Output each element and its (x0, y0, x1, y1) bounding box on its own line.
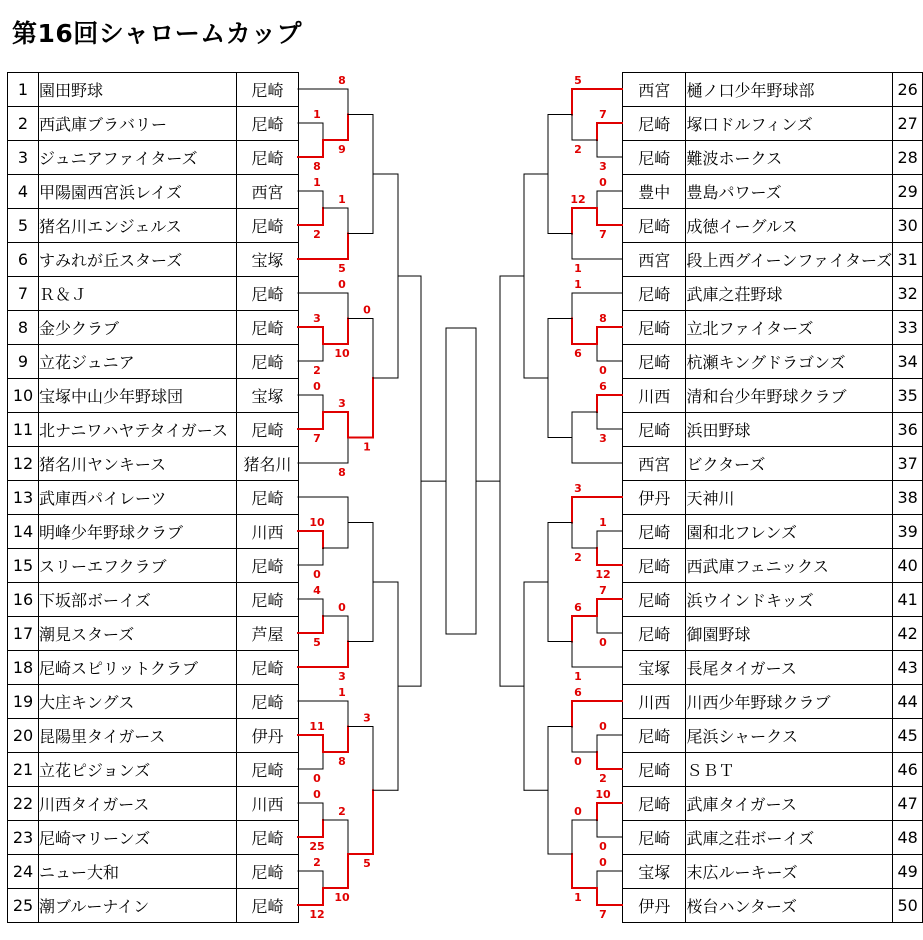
team-num: 9 (8, 345, 39, 379)
score-label: 0 (599, 720, 607, 733)
score-label: 0 (574, 805, 582, 818)
score-label: 3 (599, 160, 607, 173)
team-name: 浜田野球 (686, 413, 893, 447)
team-num: 27 (893, 107, 923, 141)
team-name: 北ナニワハヤテタイガース (39, 413, 237, 447)
team-city: 伊丹 (623, 481, 686, 515)
team-num: 24 (8, 855, 39, 889)
team-city: 尼崎 (237, 855, 299, 889)
team-name: 大庄キングス (39, 685, 237, 719)
score-label: 3 (363, 711, 371, 725)
team-city: 伊丹 (237, 719, 299, 753)
team-city: 豊中 (623, 175, 686, 209)
team-num: 16 (8, 583, 39, 617)
final-box (446, 328, 476, 634)
score-label: 10 (309, 516, 325, 529)
team-name: 武庫之荘野球 (686, 277, 893, 311)
team-city: 川西 (623, 685, 686, 719)
score-label: 8 (599, 312, 607, 325)
team-city: 尼崎 (237, 821, 299, 855)
score-label: 8 (338, 466, 346, 479)
team-city: 尼崎 (237, 889, 299, 923)
team-name: Ｒ＆Ｊ (39, 277, 237, 311)
team-name: 難波ホークス (686, 141, 893, 175)
team-city: 尼崎 (237, 73, 299, 107)
score-label: 2 (338, 805, 346, 818)
team-name: 潮見スターズ (39, 617, 237, 651)
team-city: 川西 (237, 515, 299, 549)
team-name: 武庫之荘ボーイズ (686, 821, 893, 855)
team-name: 下坂部ボーイズ (39, 583, 237, 617)
score-label: 1 (338, 686, 346, 699)
team-name: 段上西グイーンファイターズ (686, 243, 893, 277)
team-name: 杭瀬キングドラゴンズ (686, 345, 893, 379)
score-label: 1 (574, 670, 582, 683)
team-city: 尼崎 (237, 277, 299, 311)
score-label: 6 (574, 601, 582, 614)
team-city: 尼崎 (237, 345, 299, 379)
score-label: 0 (599, 364, 607, 377)
team-city: 尼崎 (237, 311, 299, 345)
team-num: 6 (8, 243, 39, 277)
score-label: 10 (595, 788, 611, 801)
team-name: すみれが丘スターズ (39, 243, 237, 277)
score-label: 7 (599, 584, 607, 597)
team-num: 34 (893, 345, 923, 379)
team-num: 21 (8, 753, 39, 787)
score-label: 1 (574, 891, 582, 904)
team-num: 50 (893, 889, 923, 923)
score-label: 2 (313, 364, 321, 377)
team-num: 13 (8, 481, 39, 515)
score-label: 0 (599, 636, 607, 649)
score-label: 5 (313, 636, 321, 649)
team-city: 川西 (237, 787, 299, 821)
team-name: 武庫タイガース (686, 787, 893, 821)
team-name: ＳＢＴ (686, 753, 893, 787)
team-name: ニュー大和 (39, 855, 237, 889)
score-label: 8 (338, 755, 346, 768)
team-num: 44 (893, 685, 923, 719)
score-label: 1 (599, 516, 607, 529)
team-num: 49 (893, 855, 923, 889)
score-label: 0 (313, 568, 321, 581)
team-city: 宝塚 (623, 651, 686, 685)
page-title: 第16回シャロームカップ (12, 19, 303, 48)
team-num: 42 (893, 617, 923, 651)
team-city: 尼崎 (623, 515, 686, 549)
team-city: 尼崎 (623, 617, 686, 651)
score-label: 0 (574, 755, 582, 768)
team-city: 西宮 (623, 447, 686, 481)
team-num: 41 (893, 583, 923, 617)
team-city: 宝塚 (623, 855, 686, 889)
team-name: 桜台ハンターズ (686, 889, 893, 923)
team-city: 尼崎 (623, 583, 686, 617)
team-num: 1 (8, 73, 39, 107)
team-name: 立花ジュニア (39, 345, 237, 379)
score-label: 2 (574, 143, 582, 156)
team-city: 尼崎 (237, 753, 299, 787)
team-city: 川西 (623, 379, 686, 413)
score-label: 5 (363, 857, 371, 870)
score-label: 1 (574, 278, 582, 291)
score-label: 7 (599, 908, 607, 921)
team-city: 尼崎 (237, 583, 299, 617)
team-name: 猪名川ヤンキース (39, 447, 237, 481)
score-label: 11 (309, 720, 325, 733)
team-city: 宝塚 (237, 243, 299, 277)
score-label: 3 (338, 397, 346, 410)
score-label: 1 (574, 262, 582, 275)
score-label: 12 (309, 908, 325, 921)
team-num: 46 (893, 753, 923, 787)
score-label: 0 (599, 840, 607, 853)
team-name: 清和台少年野球クラブ (686, 379, 893, 413)
score-label: 0 (599, 176, 607, 189)
team-name: 天神川 (686, 481, 893, 515)
team-city: 尼崎 (623, 821, 686, 855)
team-num: 35 (893, 379, 923, 413)
team-city: 猪名川 (237, 447, 299, 481)
team-city: 尼崎 (623, 719, 686, 753)
score-label: 4 (313, 584, 321, 597)
score-label: 6 (599, 380, 607, 393)
score-label: 5 (574, 74, 582, 87)
team-num: 10 (8, 379, 39, 413)
team-name: 甲陽園西宮浜レイズ (39, 175, 237, 209)
score-label: 3 (599, 432, 607, 445)
team-city: 宝塚 (237, 379, 299, 413)
team-num: 31 (893, 243, 923, 277)
score-label: 2 (313, 856, 321, 869)
team-city: 尼崎 (623, 209, 686, 243)
team-num: 36 (893, 413, 923, 447)
score-label: 0 (313, 380, 321, 393)
team-num: 11 (8, 413, 39, 447)
team-name: 樋ノ口少年野球部 (686, 73, 893, 107)
team-name: 塚口ドルフィンズ (686, 107, 893, 141)
team-name: ジュニアファイターズ (39, 141, 237, 175)
team-num: 30 (893, 209, 923, 243)
team-num: 8 (8, 311, 39, 345)
team-city: 尼崎 (237, 141, 299, 175)
team-num: 17 (8, 617, 39, 651)
team-num: 47 (893, 787, 923, 821)
team-name: 御園野球 (686, 617, 893, 651)
team-name: 末広ルーキーズ (686, 855, 893, 889)
team-city: 尼崎 (623, 107, 686, 141)
score-label: 0 (313, 788, 321, 801)
score-label: 10 (334, 347, 350, 360)
score-label: 7 (313, 432, 321, 445)
team-num: 23 (8, 821, 39, 855)
team-name: 金少クラブ (39, 311, 237, 345)
team-city: 尼崎 (237, 209, 299, 243)
score-label: 6 (574, 347, 582, 360)
team-num: 18 (8, 651, 39, 685)
team-num: 14 (8, 515, 39, 549)
team-num: 15 (8, 549, 39, 583)
team-name: 明峰少年野球クラブ (39, 515, 237, 549)
team-city: 尼崎 (237, 549, 299, 583)
team-num: 19 (8, 685, 39, 719)
score-label: 3 (574, 482, 582, 495)
team-num: 37 (893, 447, 923, 481)
team-city: 尼崎 (237, 651, 299, 685)
team-city: 尼崎 (623, 277, 686, 311)
score-label: 8 (313, 160, 321, 173)
team-name: 西武庫ブラバリー (39, 107, 237, 141)
team-city: 芦屋 (237, 617, 299, 651)
team-name: 立北ファイターズ (686, 311, 893, 345)
team-name: 立花ピジョンズ (39, 753, 237, 787)
score-label: 1 (313, 176, 321, 189)
team-name: 長尾タイガース (686, 651, 893, 685)
team-city: 尼崎 (237, 685, 299, 719)
team-num: 28 (893, 141, 923, 175)
team-city: 西宮 (623, 73, 686, 107)
team-num: 25 (8, 889, 39, 923)
team-city: 尼崎 (623, 345, 686, 379)
team-name: 川西少年野球クラブ (686, 685, 893, 719)
team-city: 伊丹 (623, 889, 686, 923)
score-label: 0 (599, 856, 607, 869)
score-label: 7 (599, 108, 607, 121)
team-num: 39 (893, 515, 923, 549)
score-label: 7 (599, 228, 607, 241)
team-name: 猪名川エンジェルス (39, 209, 237, 243)
team-num: 40 (893, 549, 923, 583)
score-label: 0 (338, 278, 346, 291)
score-label: 0 (363, 303, 371, 317)
team-name: 成徳イーグルス (686, 209, 893, 243)
team-name: 園和北フレンズ (686, 515, 893, 549)
score-label: 3 (313, 312, 321, 325)
team-name: 西武庫フェニックス (686, 549, 893, 583)
score-label: 0 (313, 772, 321, 785)
team-city: 尼崎 (237, 481, 299, 515)
team-name: 昆陽里タイガース (39, 719, 237, 753)
score-label: 12 (595, 568, 611, 581)
team-city: 西宮 (237, 175, 299, 209)
team-name: ビクターズ (686, 447, 893, 481)
team-num: 48 (893, 821, 923, 855)
team-city: 尼崎 (623, 311, 686, 345)
score-label: 1 (313, 108, 321, 121)
score-label: 2 (574, 551, 582, 564)
score-label: 2 (313, 228, 321, 241)
score-label: 9 (338, 143, 346, 156)
score-label: 10 (334, 891, 350, 904)
team-num: 4 (8, 175, 39, 209)
team-name: 宝塚中山少年野球団 (39, 379, 237, 413)
team-city: 尼崎 (623, 141, 686, 175)
team-city: 尼崎 (623, 413, 686, 447)
team-city: 尼崎 (237, 107, 299, 141)
team-name: 豊島パワーズ (686, 175, 893, 209)
team-name: 川西タイガース (39, 787, 237, 821)
team-num: 26 (893, 73, 923, 107)
team-num: 45 (893, 719, 923, 753)
score-label: 1 (363, 440, 371, 454)
team-city: 尼崎 (623, 753, 686, 787)
team-name: 尼崎マリーンズ (39, 821, 237, 855)
team-num: 7 (8, 277, 39, 311)
score-label: 3 (338, 670, 346, 683)
team-num: 12 (8, 447, 39, 481)
score-label: 12 (570, 193, 586, 206)
score-label: 8 (338, 74, 346, 87)
team-name: スリーエフクラブ (39, 549, 237, 583)
team-num: 3 (8, 141, 39, 175)
team-num: 33 (893, 311, 923, 345)
team-city: 尼崎 (623, 549, 686, 583)
score-label: 6 (574, 686, 582, 699)
team-name: 潮ブルーナイン (39, 889, 237, 923)
team-name: 尾浜シャークス (686, 719, 893, 753)
score-label: 25 (309, 840, 325, 853)
team-num: 20 (8, 719, 39, 753)
team-city: 尼崎 (237, 413, 299, 447)
score-label: 5 (338, 262, 346, 275)
team-name: 武庫西パイレーツ (39, 481, 237, 515)
team-num: 32 (893, 277, 923, 311)
score-label: 0 (338, 601, 346, 614)
score-label: 2 (599, 772, 607, 785)
team-name: 園田野球 (39, 73, 237, 107)
team-num: 29 (893, 175, 923, 209)
team-num: 2 (8, 107, 39, 141)
team-num: 38 (893, 481, 923, 515)
team-city: 西宮 (623, 243, 686, 277)
team-num: 5 (8, 209, 39, 243)
team-name: 浜ウインドキッズ (686, 583, 893, 617)
team-num: 22 (8, 787, 39, 821)
team-city: 尼崎 (623, 787, 686, 821)
score-label: 1 (338, 193, 346, 206)
team-name: 尼崎スピリットクラブ (39, 651, 237, 685)
team-num: 43 (893, 651, 923, 685)
